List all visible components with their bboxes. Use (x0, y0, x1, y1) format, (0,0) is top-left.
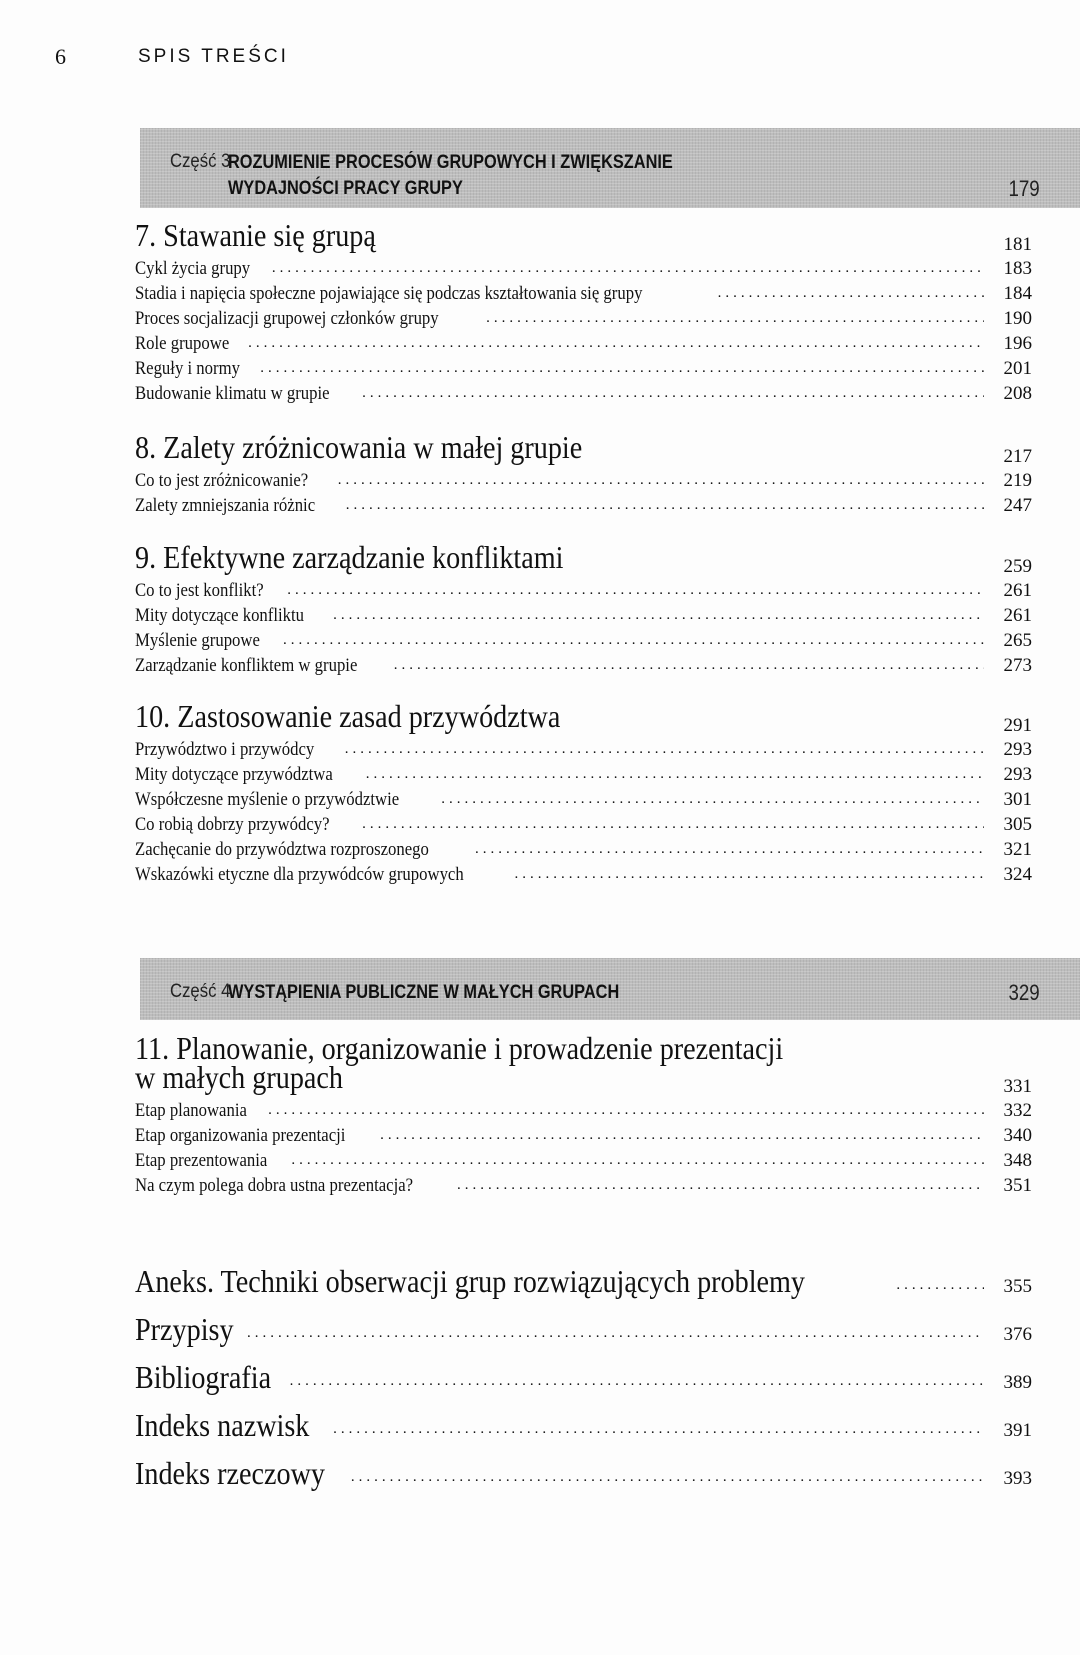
entry-label: Etap planowania (135, 1100, 247, 1121)
chapter-9 (135, 538, 1032, 678)
entry-page: 324 (1003, 864, 1032, 885)
entry-label: Zachęcanie do przywództwa rozproszonego (135, 839, 429, 860)
back-matter-page: 355 (1003, 1276, 1032, 1297)
part-3-banner (140, 128, 1080, 208)
toc-entry[interactable] (135, 1098, 1032, 1123)
chapter-page: 291 (1003, 715, 1032, 736)
toc-entry[interactable] (135, 1123, 1032, 1148)
running-head (0, 44, 1080, 74)
entry-page: 190 (1003, 308, 1032, 329)
entry-page: 208 (1003, 383, 1032, 404)
entry-label: Cykl życia grupy (135, 258, 251, 279)
dot-leader (362, 812, 984, 837)
entry-label: Etap organizowania prezentacji (135, 1125, 346, 1146)
part-label: Część 4 (170, 981, 231, 1002)
toc-entry[interactable] (135, 306, 1032, 331)
toc-entry[interactable] (135, 862, 1032, 887)
back-matter-label: Indeks rzeczowy (135, 1455, 325, 1491)
back-matter-entry[interactable] (135, 1300, 1032, 1348)
entry-label: Co robią dobrzy przywódcy? (135, 814, 330, 835)
toc-entry[interactable] (135, 812, 1032, 837)
entry-page: 351 (1003, 1175, 1032, 1196)
back-matter-label: Indeks nazwisk (135, 1407, 310, 1443)
running-head-title: SPIS TREŚCI (138, 46, 289, 67)
toc-entry[interactable] (135, 381, 1032, 406)
toc-entry[interactable] (135, 256, 1032, 281)
toc-entry[interactable] (135, 737, 1032, 762)
toc-entry[interactable] (135, 653, 1032, 678)
back-matter-page: 393 (1003, 1468, 1032, 1489)
entry-label: Budowanie klimatu w grupie (135, 383, 330, 404)
chapter-page: 181 (1003, 234, 1032, 255)
part-page: 179 (1008, 176, 1040, 201)
dot-leader (346, 493, 984, 518)
entry-label: Przywództwo i przywódcy (135, 739, 315, 760)
part-title-line1: WYSTĄPIENIA PUBLICZNE W MAŁYCH GRUPACH (228, 982, 620, 1003)
entry-label: Proces socjalizacji grupowej członków grupy (135, 308, 439, 329)
entry-page: 305 (1003, 814, 1032, 835)
toc-entry[interactable] (135, 1148, 1032, 1173)
dot-leader (380, 1123, 984, 1148)
entry-label: Zalety zmniejszania różnic (135, 495, 316, 516)
part-title-line2: WYDAJNOŚCI PRACY GRUPY (228, 178, 463, 199)
chapter-title: 8. Zalety zróżnicowania w małej grupie (135, 429, 583, 465)
entry-label: Reguły i normy (135, 358, 240, 379)
entry-page: 293 (1003, 739, 1032, 760)
back-matter-page: 391 (1003, 1420, 1032, 1441)
toc-entry[interactable] (135, 762, 1032, 787)
entry-label: Co to jest zróżnicowanie? (135, 470, 309, 491)
part-page: 329 (1008, 980, 1040, 1005)
entry-page: 261 (1003, 580, 1032, 601)
dot-leader (441, 787, 984, 812)
dot-leader (268, 1098, 984, 1123)
entry-page: 273 (1003, 655, 1032, 676)
chapter-title-line2: w małych grupach (135, 1059, 343, 1095)
back-matter-label: Przypisy (135, 1311, 234, 1347)
toc-entry[interactable] (135, 281, 1032, 306)
dot-leader (718, 281, 984, 306)
chapter-page: 217 (1003, 446, 1032, 467)
page-number: 6 (55, 44, 66, 69)
entry-page: 247 (1003, 495, 1032, 516)
back-matter (135, 1252, 1032, 1492)
chapter-11 (135, 1030, 1032, 1198)
dot-leader (351, 1469, 984, 1486)
back-matter-entry[interactable] (135, 1396, 1032, 1444)
entry-page: 340 (1003, 1125, 1032, 1146)
entry-label: Współczesne myślenie o przywództwie (135, 789, 400, 810)
back-matter-label: Bibliografia (135, 1359, 272, 1395)
dot-leader (291, 1148, 984, 1173)
entry-label: Na czym polega dobra ustna prezentacja? (135, 1175, 414, 1196)
toc-entry[interactable] (135, 356, 1032, 381)
dot-leader (290, 1373, 984, 1390)
dot-leader (457, 1173, 984, 1198)
chapter-heading[interactable] (135, 1059, 1032, 1098)
toc-entry[interactable] (135, 628, 1032, 653)
back-matter-page: 389 (1003, 1372, 1032, 1393)
entry-page: 183 (1003, 258, 1032, 279)
chapter-8 (135, 428, 1032, 518)
entry-page: 332 (1003, 1100, 1032, 1121)
dot-leader (338, 468, 984, 493)
chapter-page: 331 (1003, 1076, 1032, 1097)
chapter-heading[interactable] (135, 697, 1032, 737)
dot-leader (333, 603, 984, 628)
dot-leader (333, 1421, 984, 1438)
entry-page: 348 (1003, 1150, 1032, 1171)
dot-leader (475, 837, 984, 862)
dot-leader (260, 356, 984, 381)
back-matter-entry[interactable] (135, 1348, 1032, 1396)
entry-label: Stadia i napięcia społeczne pojawiające się podczas kształtowania się grupy (135, 283, 643, 304)
entry-page: 293 (1003, 764, 1032, 785)
dot-leader (283, 628, 984, 653)
part-title-line1: ROZUMIENIE PROCESÓW GRUPOWYCH I ZWIĘKSZANIE (228, 152, 673, 173)
chapter-title: 9. Efektywne zarządzanie konfliktami (135, 539, 564, 575)
back-matter-label: Aneks. Techniki obserwacji grup rozwiązujących problemy (135, 1263, 805, 1299)
toc-entry[interactable] (135, 603, 1032, 628)
entry-label: Etap prezentowania (135, 1150, 268, 1171)
chapter-heading[interactable] (135, 538, 1032, 578)
toc-entry[interactable] (135, 331, 1032, 356)
part-title (228, 150, 673, 202)
part-4-banner (140, 958, 1080, 1020)
back-matter-page: 376 (1003, 1324, 1032, 1345)
entry-label: Role grupowe (135, 333, 230, 354)
toc-entry[interactable] (135, 837, 1032, 862)
dot-leader (272, 256, 984, 281)
back-matter-entry[interactable] (135, 1252, 1032, 1300)
toc-entry[interactable] (135, 578, 1032, 603)
chapter-10 (135, 697, 1032, 887)
entry-page: 261 (1003, 605, 1032, 626)
chapter-title: 10. Zastosowanie zasad przywództwa (135, 698, 561, 734)
dot-leader (896, 1277, 984, 1294)
chapter-7 (135, 216, 1032, 406)
dot-leader (486, 306, 984, 331)
entry-page: 219 (1003, 470, 1032, 491)
chapter-title-line1[interactable]: 11. Planowanie, organizowanie i prowadzenie prezentacji (135, 1030, 784, 1066)
toc-entry[interactable] (135, 1173, 1032, 1198)
entry-page: 321 (1003, 839, 1032, 860)
dot-leader (247, 1325, 984, 1342)
dot-leader (515, 862, 984, 887)
entry-label: Mity dotyczące konfliktu (135, 605, 305, 626)
entry-page: 301 (1003, 789, 1032, 810)
entry-label: Wskazówki etyczne dla przywódców grupowych (135, 864, 464, 885)
back-matter-entry[interactable] (135, 1444, 1032, 1492)
chapter-page: 259 (1003, 556, 1032, 577)
chapter-title: 7. Stawanie się grupą (135, 217, 376, 253)
dot-leader (287, 578, 984, 603)
dot-leader (394, 653, 984, 678)
dot-leader (248, 331, 984, 356)
toc-entry[interactable] (135, 787, 1032, 812)
dot-leader (345, 737, 984, 762)
entry-label: Mity dotyczące przywództwa (135, 764, 333, 785)
entry-label: Zarządzanie konfliktem w grupie (135, 655, 358, 676)
part-label: Część 3 (170, 151, 231, 172)
entry-page: 184 (1003, 283, 1032, 304)
toc-entry[interactable] (135, 468, 1032, 493)
entry-page: 265 (1003, 630, 1032, 651)
dot-leader (362, 381, 984, 406)
part-title (228, 980, 619, 1006)
chapter-heading[interactable] (135, 216, 1032, 256)
dot-leader (366, 762, 984, 787)
entry-page: 201 (1003, 358, 1032, 379)
entry-page: 196 (1003, 333, 1032, 354)
toc-entry[interactable] (135, 493, 1032, 518)
entry-label: Myślenie grupowe (135, 630, 260, 651)
chapter-heading[interactable] (135, 428, 1032, 468)
entry-label: Co to jest konflikt? (135, 580, 264, 601)
